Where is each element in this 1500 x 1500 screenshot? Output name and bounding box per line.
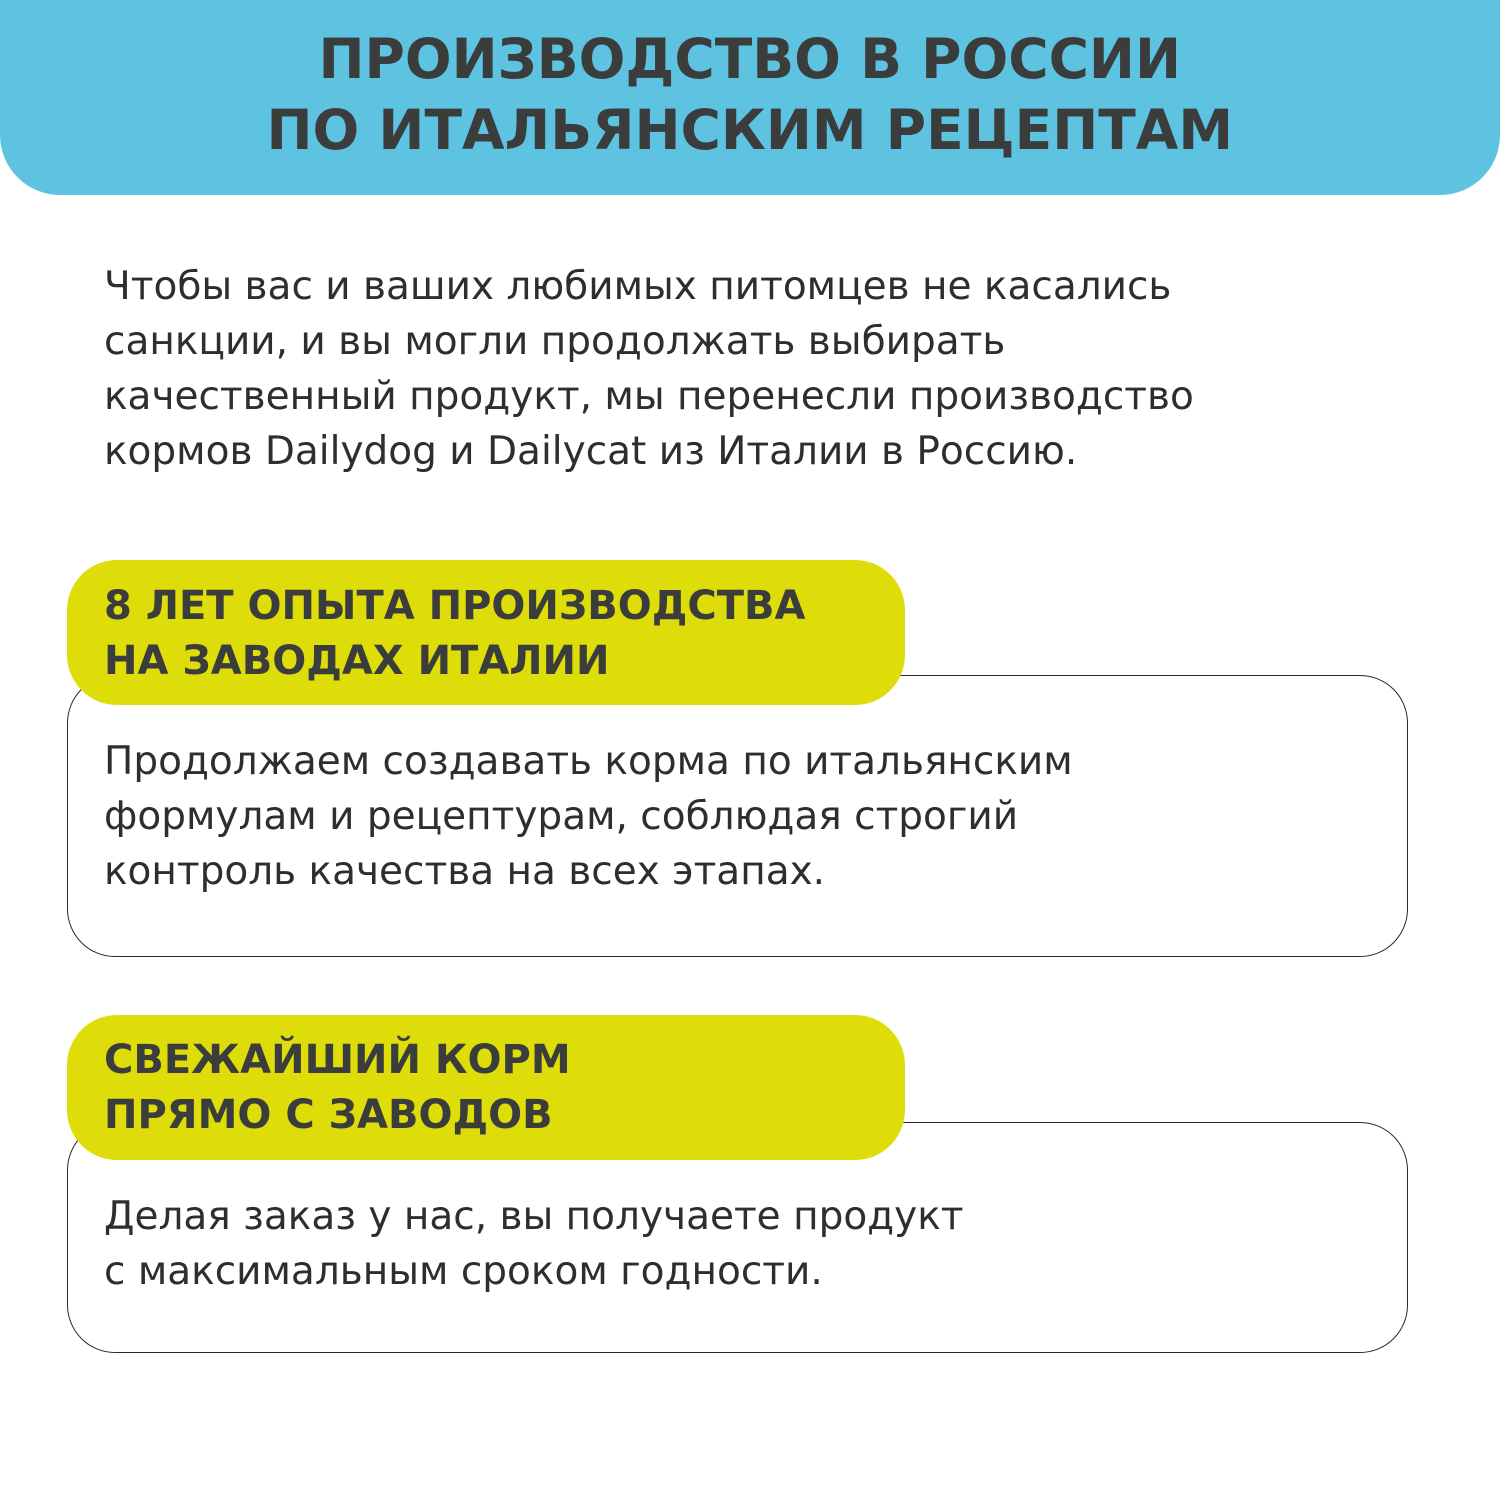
intro-line: Чтобы вас и ваших любимых питомцев не касались [104, 264, 1172, 309]
feature-text-line: с максимальным сроком годности. [104, 1249, 823, 1294]
feature-title-line: 8 ЛЕТ ОПЫТА ПРОИЗВОДСТВА [104, 583, 806, 629]
intro-line: качественный продукт, мы перенесли производство [104, 374, 1194, 419]
feature-title-line: СВЕЖАЙШИЙ КОРМ [104, 1037, 571, 1083]
header-banner [0, 0, 1500, 195]
intro-line: санкции, и вы могли продолжать выбирать [104, 319, 1006, 364]
feature-text-line: формулам и рецептурам, соблюдая строгий [104, 794, 1019, 839]
feature-title-line: НА ЗАВОДАХ ИТАЛИИ [104, 638, 610, 684]
feature-text-line: контроль качества на всех этапах. [104, 849, 826, 894]
feature-text-line: Продолжаем создавать корма по итальянским [104, 739, 1073, 784]
page-title-line-2: ПО ИТАЛЬЯНСКИМ РЕЦЕПТАМ [266, 98, 1234, 162]
feature-title-line: ПРЯМО С ЗАВОДОВ [104, 1092, 553, 1138]
intro-line: кормов Dailydog и Dailycat из Италии в Россию. [104, 429, 1078, 474]
page-title-line-1: ПРОИЗВОДСТВО В РОССИИ [318, 27, 1181, 91]
feature-text-line: Делая заказ у нас, вы получаете продукт [104, 1194, 964, 1239]
